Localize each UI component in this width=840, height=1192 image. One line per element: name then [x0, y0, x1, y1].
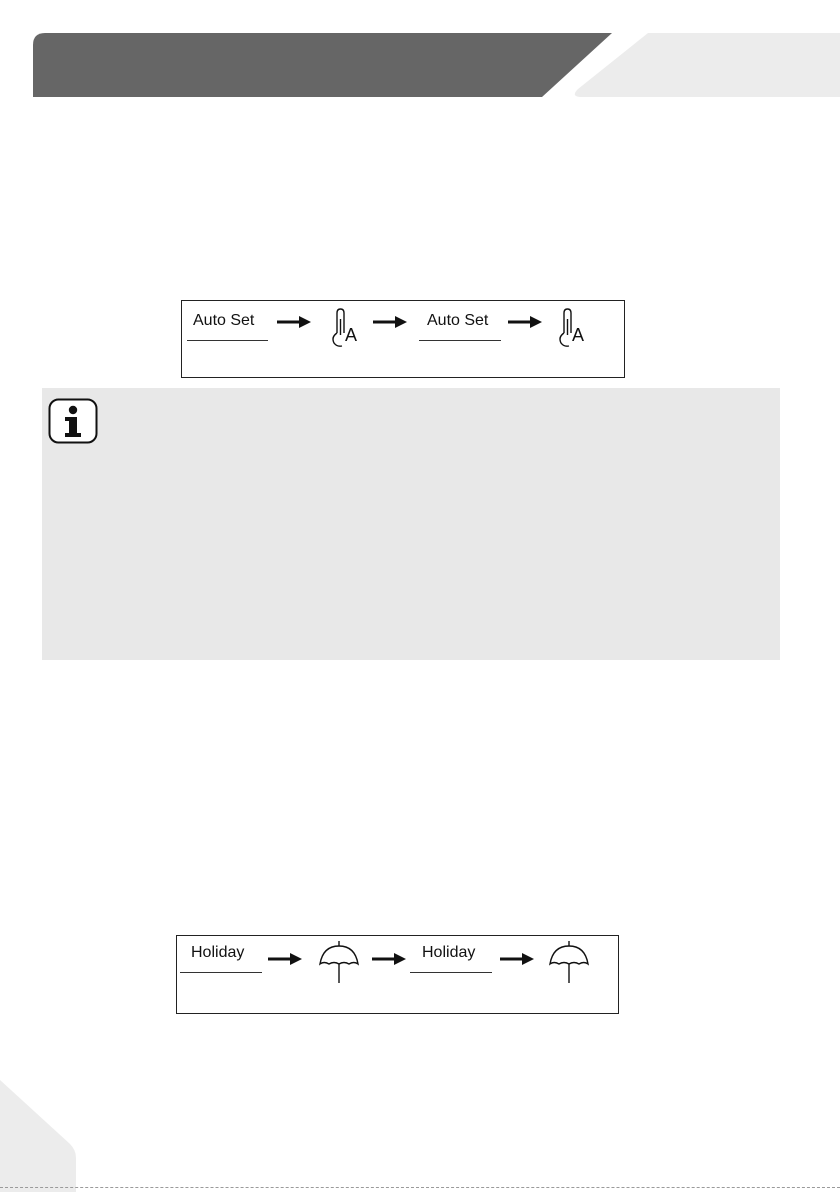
arrow-right-icon	[372, 952, 406, 966]
arrow-right-icon	[373, 315, 407, 329]
note-panel	[42, 388, 780, 660]
thermometer-auto-letter-1: A	[345, 325, 358, 345]
auto-set-underline-1	[187, 340, 268, 341]
auto-set-label-1: Auto Set	[193, 312, 255, 329]
holiday-label-1: Holiday	[191, 944, 245, 961]
auto-set-label-2: Auto Set	[427, 312, 489, 329]
arrow-right-icon	[268, 952, 302, 966]
umbrella-icon	[317, 940, 363, 984]
header-bar	[0, 0, 840, 110]
holiday-label-2: Holiday	[422, 944, 476, 961]
holiday-underline-2	[410, 972, 492, 973]
arrow-right-icon	[277, 315, 311, 329]
auto-set-underline-2	[419, 340, 501, 341]
footer-cut-line	[0, 1187, 840, 1188]
auto-set-diagram	[181, 300, 625, 378]
arrow-right-icon	[508, 315, 542, 329]
info-icon	[48, 398, 98, 444]
thermometer-auto-letter-2: A	[572, 325, 585, 345]
umbrella-icon	[547, 940, 593, 984]
arrow-right-icon	[500, 952, 534, 966]
holiday-underline-1	[180, 972, 262, 973]
holiday-diagram	[176, 935, 619, 1014]
page-corner-tab	[0, 1080, 90, 1192]
